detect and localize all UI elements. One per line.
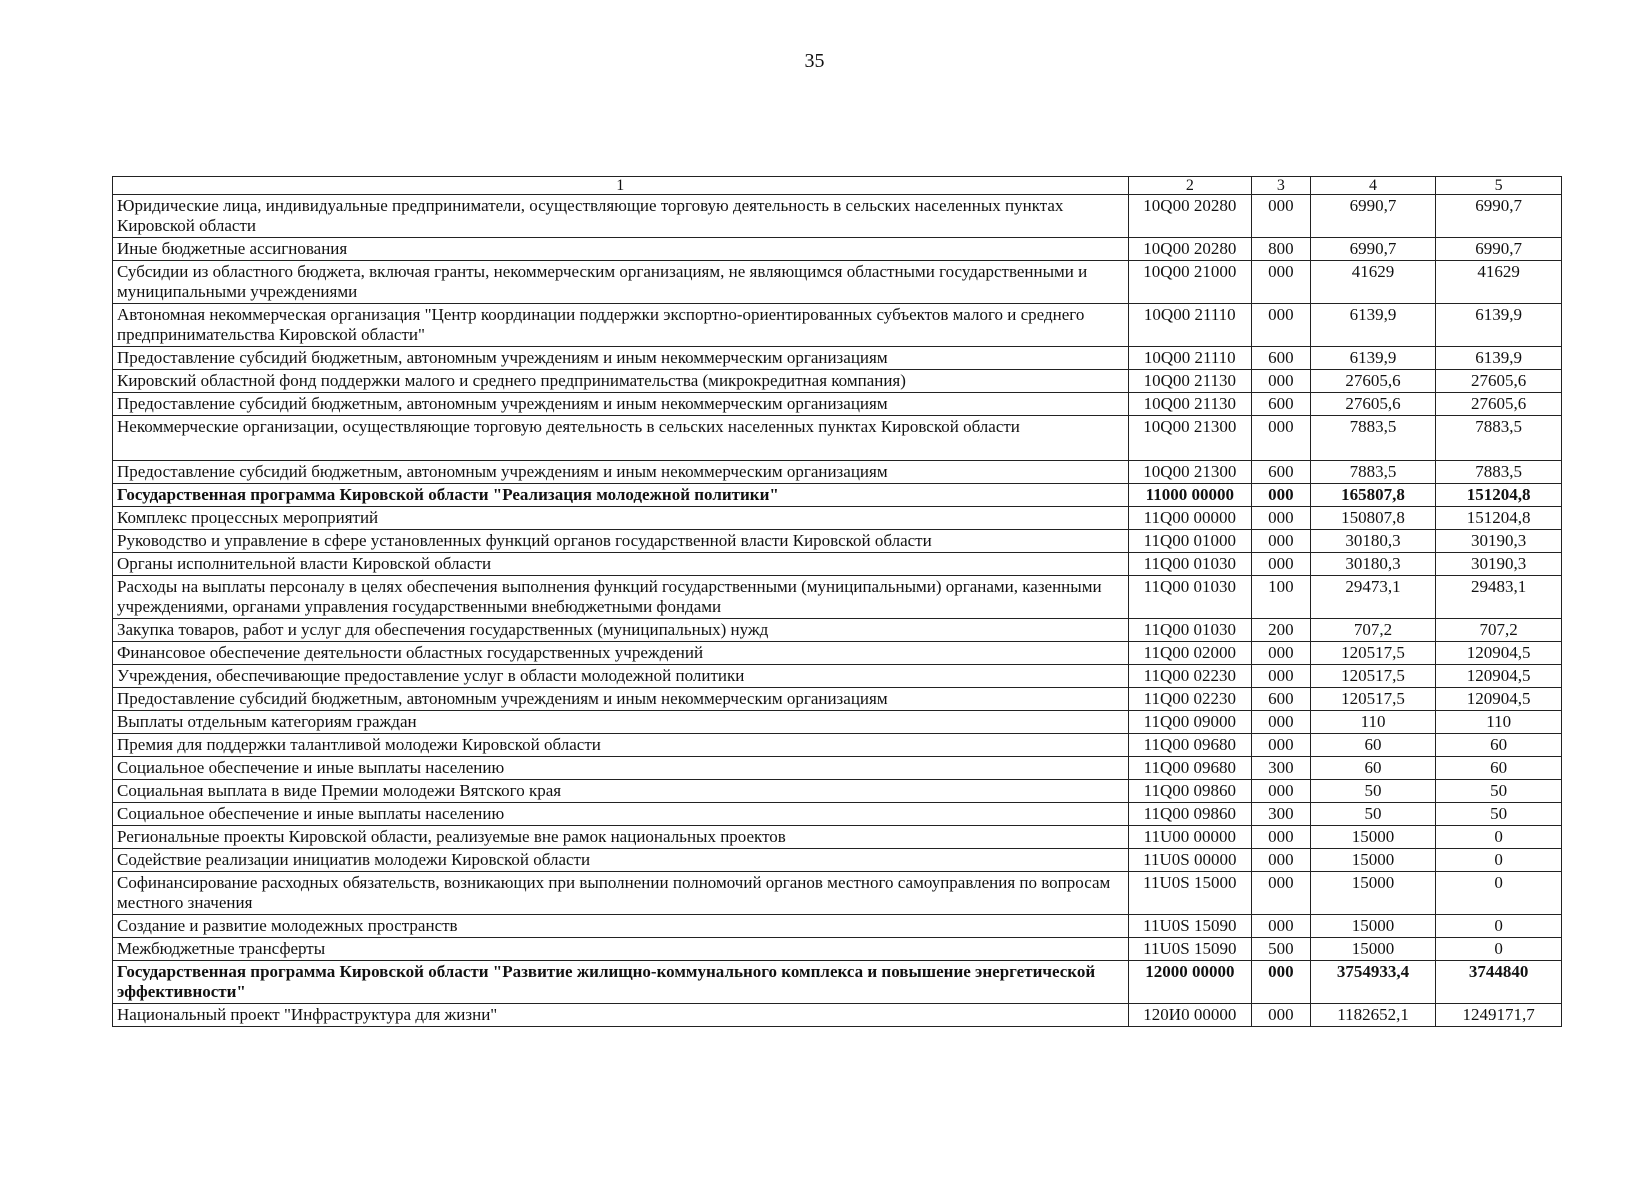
row-type-cell: 000	[1252, 915, 1311, 938]
row-value-1-cell: 707,2	[1310, 619, 1436, 642]
row-value-1-cell: 6990,7	[1310, 238, 1436, 261]
row-code-cell: 11U0S 15090	[1128, 938, 1252, 961]
row-value-2-cell: 120904,5	[1436, 642, 1562, 665]
row-name-cell: Создание и развитие молодежных пространств	[113, 915, 1129, 938]
row-code-cell: 10Q00 20280	[1128, 238, 1252, 261]
table-row	[113, 619, 1562, 642]
header-col-2: 2	[1128, 177, 1252, 195]
row-value-1-cell: 110	[1310, 711, 1436, 734]
header-col-3: 3	[1252, 177, 1311, 195]
row-name-cell: Комплекс процессных мероприятий	[113, 507, 1129, 530]
row-name-cell: Иные бюджетные ассигнования	[113, 238, 1129, 261]
row-value-1-cell: 7883,5	[1310, 461, 1436, 484]
row-value-1-cell: 15000	[1310, 872, 1436, 915]
row-type-cell: 600	[1252, 393, 1311, 416]
row-value-1-cell: 6139,9	[1310, 304, 1436, 347]
row-value-1-cell: 27605,6	[1310, 393, 1436, 416]
row-code-cell: 11Q00 02000	[1128, 642, 1252, 665]
table-row	[113, 530, 1562, 553]
row-type-cell: 000	[1252, 849, 1311, 872]
table-row	[113, 665, 1562, 688]
row-name-cell: Социальное обеспечение и иные выплаты населению	[113, 803, 1129, 826]
row-name-cell: Региональные проекты Кировской области, реализуемые вне рамок национальных проектов	[113, 826, 1129, 849]
row-value-1-cell: 120517,5	[1310, 665, 1436, 688]
row-value-2-cell: 6139,9	[1436, 347, 1562, 370]
table-row	[113, 803, 1562, 826]
row-value-2-cell: 0	[1436, 872, 1562, 915]
row-name-cell: Руководство и управление в сфере установленных функций органов государственной власти Кировской области	[113, 530, 1129, 553]
row-code-cell: 11000 00000	[1128, 484, 1252, 507]
table-row	[113, 1004, 1562, 1027]
table-row	[113, 195, 1562, 238]
row-name-cell: Юридические лица, индивидуальные предприниматели, осуществляющие торговую деятельность в сельских населенных пунктах Кировской области	[113, 195, 1129, 238]
row-value-1-cell: 30180,3	[1310, 553, 1436, 576]
row-code-cell: 10Q00 21300	[1128, 416, 1252, 461]
row-type-cell: 000	[1252, 530, 1311, 553]
table-row	[113, 347, 1562, 370]
row-value-1-cell: 6139,9	[1310, 347, 1436, 370]
table-row	[113, 915, 1562, 938]
row-value-1-cell: 15000	[1310, 915, 1436, 938]
table-row	[113, 261, 1562, 304]
row-value-2-cell: 50	[1436, 780, 1562, 803]
row-code-cell: 11Q00 01030	[1128, 619, 1252, 642]
row-name-cell: Премия для поддержки талантливой молодежи Кировской области	[113, 734, 1129, 757]
table-row	[113, 849, 1562, 872]
row-value-1-cell: 50	[1310, 803, 1436, 826]
row-code-cell: 11U0S 15090	[1128, 915, 1252, 938]
row-type-cell: 100	[1252, 576, 1311, 619]
row-value-2-cell: 60	[1436, 757, 1562, 780]
table-header-row	[113, 177, 1562, 195]
row-code-cell: 11Q00 02230	[1128, 665, 1252, 688]
row-value-2-cell: 50	[1436, 803, 1562, 826]
row-value-2-cell: 6139,9	[1436, 304, 1562, 347]
row-code-cell: 11Q00 09680	[1128, 734, 1252, 757]
row-type-cell: 300	[1252, 757, 1311, 780]
row-code-cell: 11Q00 09860	[1128, 803, 1252, 826]
row-code-cell: 11Q00 09000	[1128, 711, 1252, 734]
row-name-cell: Содействие реализации инициатив молодежи Кировской области	[113, 849, 1129, 872]
row-code-cell: 11Q00 01030	[1128, 553, 1252, 576]
budget-table	[112, 176, 1562, 1027]
row-name-cell: Расходы на выплаты персоналу в целях обеспечения выполнения функций государственными (муниципальными) органами, казенными учреждениями, органами управления государственными внебюджетными фондами	[113, 576, 1129, 619]
row-type-cell: 200	[1252, 619, 1311, 642]
row-type-cell: 000	[1252, 961, 1311, 1004]
row-code-cell: 10Q00 21300	[1128, 461, 1252, 484]
row-name-cell: Предоставление субсидий бюджетным, автономным учреждениям и иным некоммерческим организациям	[113, 393, 1129, 416]
row-value-2-cell: 0	[1436, 826, 1562, 849]
row-name-cell: Некоммерческие организации, осуществляющие торговую деятельность в сельских населенных пунктах Кировской области	[113, 416, 1129, 461]
row-value-1-cell: 120517,5	[1310, 642, 1436, 665]
row-type-cell: 600	[1252, 688, 1311, 711]
table-row	[113, 553, 1562, 576]
row-code-cell: 120И0 00000	[1128, 1004, 1252, 1027]
row-code-cell: 10Q00 21110	[1128, 347, 1252, 370]
row-name-cell: Государственная программа Кировской области "Развитие жилищно-коммунального комплекса и повышение энергетической эффективности"	[113, 961, 1129, 1004]
table-row	[113, 734, 1562, 757]
row-name-cell: Социальное обеспечение и иные выплаты населению	[113, 757, 1129, 780]
row-code-cell: 11Q00 09680	[1128, 757, 1252, 780]
row-type-cell: 600	[1252, 347, 1311, 370]
table-row	[113, 711, 1562, 734]
row-value-1-cell: 15000	[1310, 826, 1436, 849]
table-row	[113, 461, 1562, 484]
row-value-2-cell: 6990,7	[1436, 238, 1562, 261]
row-type-cell: 800	[1252, 238, 1311, 261]
row-value-2-cell: 120904,5	[1436, 665, 1562, 688]
row-name-cell: Кировский областной фонд поддержки малого и среднего предпринимательства (микрокредитная компания)	[113, 370, 1129, 393]
table-row	[113, 370, 1562, 393]
row-value-1-cell: 150807,8	[1310, 507, 1436, 530]
table-row	[113, 688, 1562, 711]
row-type-cell: 000	[1252, 304, 1311, 347]
row-code-cell: 12000 00000	[1128, 961, 1252, 1004]
row-type-cell: 000	[1252, 507, 1311, 530]
header-col-5: 5	[1436, 177, 1562, 195]
row-code-cell: 10Q00 21000	[1128, 261, 1252, 304]
row-value-2-cell: 30190,3	[1436, 530, 1562, 553]
row-value-2-cell: 7883,5	[1436, 461, 1562, 484]
table-row	[113, 507, 1562, 530]
row-value-1-cell: 60	[1310, 734, 1436, 757]
row-value-1-cell: 120517,5	[1310, 688, 1436, 711]
table-row	[113, 826, 1562, 849]
row-value-1-cell: 1182652,1	[1310, 1004, 1436, 1027]
row-value-2-cell: 0	[1436, 849, 1562, 872]
header-col-4: 4	[1310, 177, 1436, 195]
row-value-2-cell: 151204,8	[1436, 507, 1562, 530]
row-code-cell: 10Q00 21130	[1128, 393, 1252, 416]
row-type-cell: 600	[1252, 461, 1311, 484]
row-value-1-cell: 27605,6	[1310, 370, 1436, 393]
table-row	[113, 576, 1562, 619]
row-value-2-cell: 0	[1436, 938, 1562, 961]
row-name-cell: Государственная программа Кировской области "Реализация молодежной политики"	[113, 484, 1129, 507]
row-value-1-cell: 15000	[1310, 849, 1436, 872]
table-row	[113, 393, 1562, 416]
row-value-2-cell: 30190,3	[1436, 553, 1562, 576]
row-value-1-cell: 7883,5	[1310, 416, 1436, 461]
row-name-cell: Учреждения, обеспечивающие предоставление услуг в области молодежной политики	[113, 665, 1129, 688]
row-type-cell: 000	[1252, 484, 1311, 507]
row-value-1-cell: 15000	[1310, 938, 1436, 961]
table-row	[113, 304, 1562, 347]
row-value-1-cell: 29473,1	[1310, 576, 1436, 619]
row-name-cell: Предоставление субсидий бюджетным, автономным учреждениям и иным некоммерческим организациям	[113, 461, 1129, 484]
row-value-2-cell: 60	[1436, 734, 1562, 757]
row-value-1-cell: 41629	[1310, 261, 1436, 304]
row-name-cell: Субсидии из областного бюджета, включая гранты, некоммерческим организациям, не являющимся областными государственными и муниципальными учреждениями	[113, 261, 1129, 304]
row-value-2-cell: 41629	[1436, 261, 1562, 304]
table-row	[113, 961, 1562, 1004]
row-value-2-cell: 151204,8	[1436, 484, 1562, 507]
row-value-2-cell: 6990,7	[1436, 195, 1562, 238]
row-code-cell: 10Q00 20280	[1128, 195, 1252, 238]
row-type-cell: 000	[1252, 553, 1311, 576]
row-code-cell: 10Q00 21110	[1128, 304, 1252, 347]
row-name-cell: Софинансирование расходных обязательств, возникающих при выполнении полномочий органов местного самоуправления по вопросам местного значения	[113, 872, 1129, 915]
row-name-cell: Закупка товаров, работ и услуг для обеспечения государственных (муниципальных) нужд	[113, 619, 1129, 642]
table-row	[113, 757, 1562, 780]
row-type-cell: 000	[1252, 780, 1311, 803]
row-type-cell: 000	[1252, 416, 1311, 461]
row-value-2-cell: 707,2	[1436, 619, 1562, 642]
table-row	[113, 780, 1562, 803]
row-type-cell: 000	[1252, 872, 1311, 915]
row-name-cell: Органы исполнительной власти Кировской области	[113, 553, 1129, 576]
row-value-2-cell: 1249171,7	[1436, 1004, 1562, 1027]
table-row	[113, 872, 1562, 915]
row-code-cell: 11Q00 09860	[1128, 780, 1252, 803]
row-value-2-cell: 7883,5	[1436, 416, 1562, 461]
row-value-1-cell: 30180,3	[1310, 530, 1436, 553]
row-code-cell: 11U00 00000	[1128, 826, 1252, 849]
row-value-2-cell: 27605,6	[1436, 393, 1562, 416]
row-value-2-cell: 0	[1436, 915, 1562, 938]
row-name-cell: Предоставление субсидий бюджетным, автономным учреждениям и иным некоммерческим организациям	[113, 688, 1129, 711]
row-value-2-cell: 29483,1	[1436, 576, 1562, 619]
table-row	[113, 938, 1562, 961]
row-type-cell: 500	[1252, 938, 1311, 961]
row-name-cell: Социальная выплата в виде Премии молодежи Вятского края	[113, 780, 1129, 803]
row-name-cell: Предоставление субсидий бюджетным, автономным учреждениям и иным некоммерческим организациям	[113, 347, 1129, 370]
row-value-1-cell: 50	[1310, 780, 1436, 803]
row-type-cell: 000	[1252, 711, 1311, 734]
row-value-2-cell: 27605,6	[1436, 370, 1562, 393]
row-name-cell: Финансовое обеспечение деятельности областных государственных учреждений	[113, 642, 1129, 665]
row-code-cell: 11Q00 01030	[1128, 576, 1252, 619]
row-name-cell: Межбюджетные трансферты	[113, 938, 1129, 961]
row-value-2-cell: 110	[1436, 711, 1562, 734]
row-code-cell: 11Q00 01000	[1128, 530, 1252, 553]
header-col-1: 1	[113, 177, 1129, 195]
row-code-cell: 11U0S 00000	[1128, 849, 1252, 872]
table-row	[113, 642, 1562, 665]
row-type-cell: 000	[1252, 195, 1311, 238]
row-value-1-cell: 6990,7	[1310, 195, 1436, 238]
row-type-cell: 000	[1252, 370, 1311, 393]
row-value-2-cell: 120904,5	[1436, 688, 1562, 711]
row-type-cell: 000	[1252, 261, 1311, 304]
row-value-2-cell: 3744840	[1436, 961, 1562, 1004]
row-name-cell: Автономная некоммерческая организация "Центр координации поддержки экспортно-ориентированных субъектов малого и среднего предпринимательства Кировской области"	[113, 304, 1129, 347]
row-type-cell: 300	[1252, 803, 1311, 826]
row-code-cell: 10Q00 21130	[1128, 370, 1252, 393]
row-name-cell: Выплаты отдельным категориям граждан	[113, 711, 1129, 734]
row-type-cell: 000	[1252, 734, 1311, 757]
table-row	[113, 238, 1562, 261]
row-code-cell: 11Q00 00000	[1128, 507, 1252, 530]
table-row	[113, 484, 1562, 507]
row-value-1-cell: 60	[1310, 757, 1436, 780]
row-code-cell: 11U0S 15000	[1128, 872, 1252, 915]
row-type-cell: 000	[1252, 826, 1311, 849]
row-value-1-cell: 3754933,4	[1310, 961, 1436, 1004]
row-name-cell: Национальный проект "Инфраструктура для жизни"	[113, 1004, 1129, 1027]
row-type-cell: 000	[1252, 642, 1311, 665]
page-number: 35	[804, 50, 825, 72]
row-code-cell: 11Q00 02230	[1128, 688, 1252, 711]
table-row	[113, 416, 1562, 461]
row-type-cell: 000	[1252, 665, 1311, 688]
row-value-1-cell: 165807,8	[1310, 484, 1436, 507]
row-type-cell: 000	[1252, 1004, 1311, 1027]
